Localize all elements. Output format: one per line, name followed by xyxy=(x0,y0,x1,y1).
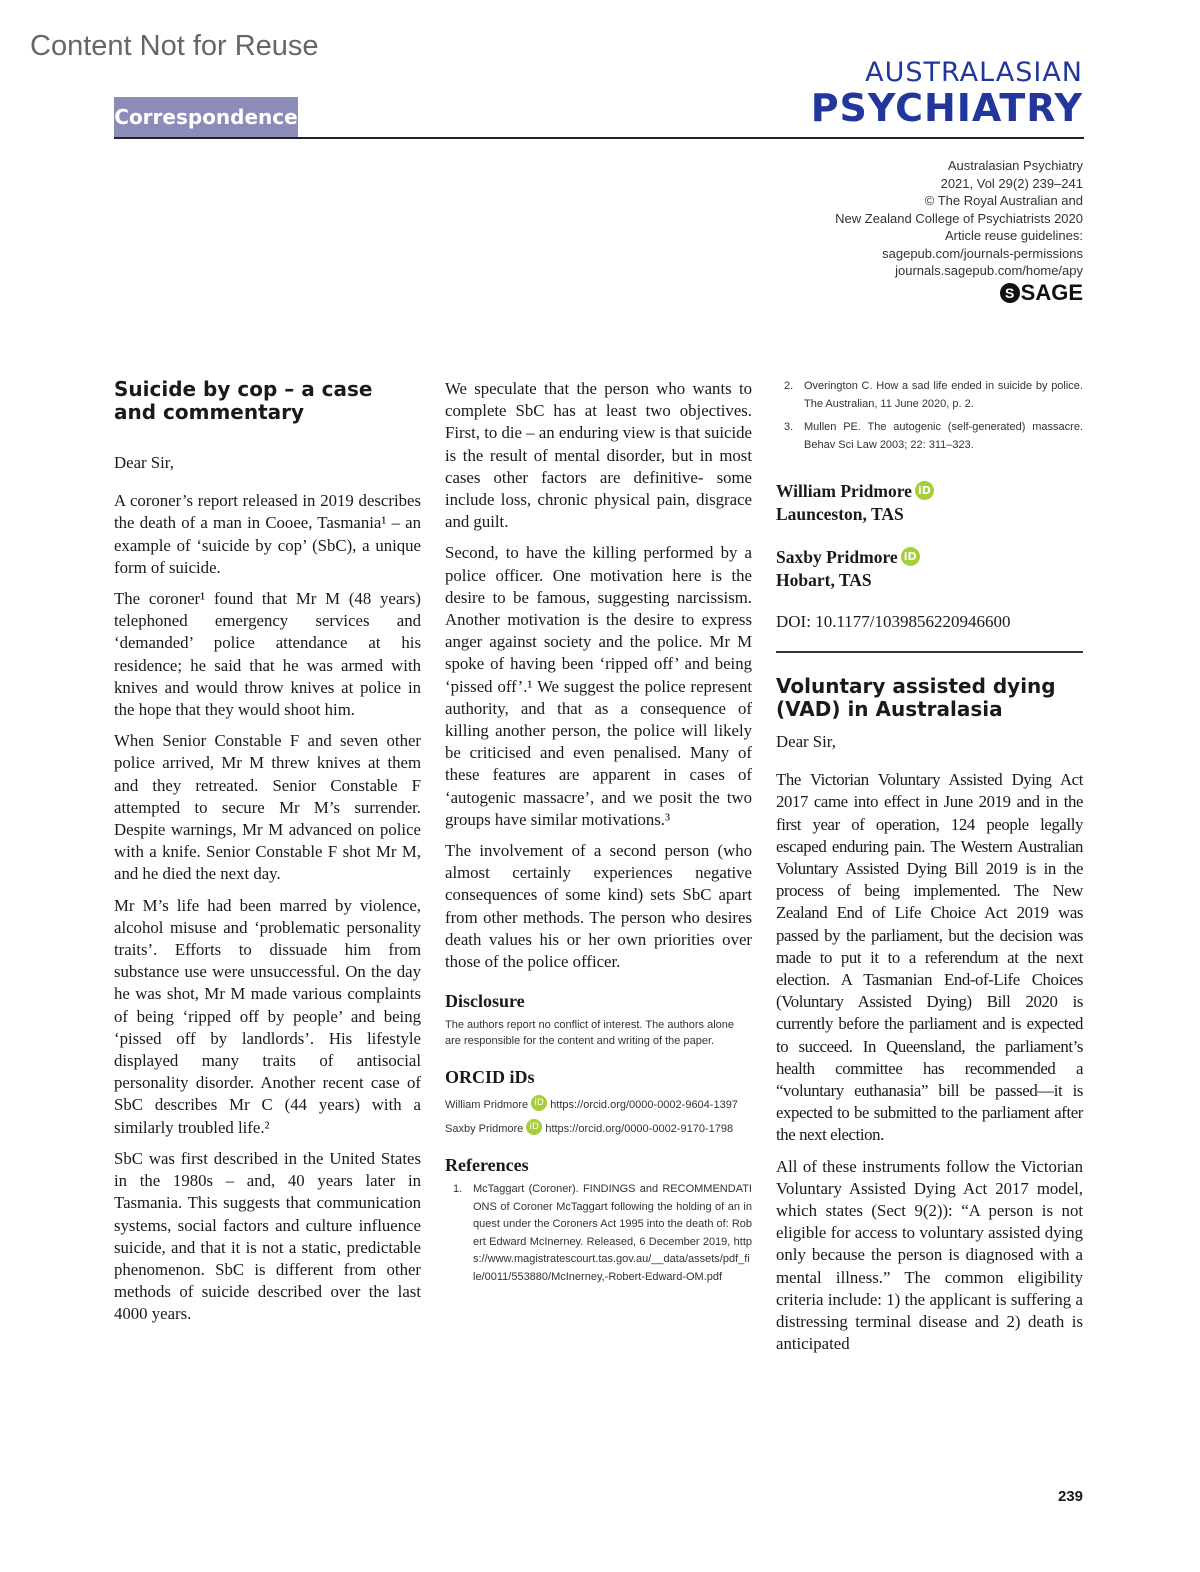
article-divider xyxy=(776,651,1083,653)
reference-number: 2. xyxy=(784,380,794,392)
author-location: Launceston, TAS xyxy=(776,504,904,524)
watermark: Content Not for Reuse xyxy=(30,30,319,62)
meta-line[interactable]: sagepub.com/journals-permissions xyxy=(882,245,1083,261)
reference-text: Overington C. How a sad life ended in suicide by police. The Australian, 11 June 2020, p. 2. xyxy=(804,380,1083,410)
column-2 xyxy=(445,378,752,1286)
orcid-entry xyxy=(445,1093,752,1117)
publisher-logo xyxy=(1000,280,1083,306)
journal-logo xyxy=(811,58,1083,128)
paragraph: We speculate that the person who wants to complete SbC has at least two objectives. First, to die – an enduring view is that suicide is the result of mental disorder, but in most cases other factors are definitive- some include loss, chronic physical pain, disgrace and guilt. xyxy=(445,379,752,532)
column-1 xyxy=(114,378,421,1335)
author-name xyxy=(776,546,1083,569)
reference-item xyxy=(776,419,1083,454)
orcid-list xyxy=(445,1093,752,1141)
orcid-icon: iD xyxy=(526,1119,542,1135)
meta-line: Australasian Psychiatry xyxy=(947,158,1083,173)
paragraph: The Victorian Voluntary Assisted Dying Act 2017 came into effect in June 2019 and in the first year of operation, 124 people legally escaped enduring pain. The Western Australian Voluntary Assisted Dying Bill 2019 is in the process of being implemented. The New Zealand End of Life Choice Act 2019 was passed by the parliament, but the decision was made to put it to a referendum at the next election. A Tasmanian End-of-Life Choices (Voluntary Assisted Dying) Bill 2020 is currently before the parliament and is expected to succeed. In Queensland, the parliament’s health committee has recommended a “voluntary euthanasia” bill be passed—it is expected to be submitted to the parliament after the next election. xyxy=(776,770,1083,1145)
journal-name-line2: PSYCHIATRY xyxy=(810,86,1083,130)
article-title: Voluntary assisted dying (VAD) in Australasia xyxy=(776,674,1056,721)
author-block xyxy=(776,546,1083,592)
author-block xyxy=(776,480,1083,526)
meta-line: New Zealand College of Psychiatrists 2020 xyxy=(835,210,1083,226)
meta-line: © The Royal Australian and xyxy=(924,193,1083,208)
author-location: Hobart, TAS xyxy=(776,570,872,590)
paragraph: Second, to have the killing performed by a police officer. One motivation here is the desire to be famous, suggesting narcissism. Another motivation is the desire to express anger against society and the police. Mr M spoke of having been ‘ripped off’ and being ‘pissed off’.¹ We suggest the police represent authority, and that as a consequence of killing another person, the police will likely be criticised and even penalised. Many of these features are apparent in cases of ‘autogenic massacre’, and we posit the two groups have similar motivations.³ xyxy=(445,543,752,829)
salutation: Dear Sir, xyxy=(776,732,836,751)
reference-number: 1. xyxy=(453,1183,463,1196)
disclosure-heading: Disclosure xyxy=(445,991,525,1012)
reference-text: Mullen PE. The autogenic (self-generated) massacre. Behav Sci Law 2003; 22: 311–323. xyxy=(804,421,1083,451)
reference-number: 3. xyxy=(784,421,794,433)
paragraph: All of these instruments follow the Victorian Voluntary Assisted Dying Act 2017 model, which states (Sect 9(2)): “A person is not eligible for access to voluntary assisted dying only because the person is diagnosed with a mental illness.” The common eligibility criteria include: 1) the applicant is suffering a distressing terminal disease and 2) death is anticipated xyxy=(776,1156,1083,1354)
paragraph: SbC was first described in the United States in the 1980s – and, 40 years later in Tasmania. This suggests that communication systems, social factors and culture influence suicide, and that it is not a static, predictable phenomenon. SbC is different from other methods of suicide described over the last 4000 years. xyxy=(114,1148,421,1324)
orcid-name: Saxby Pridmore xyxy=(445,1123,524,1136)
journal-meta xyxy=(835,157,1083,280)
paragraph: Mr M’s life had been marred by violence, alcohol misuse and ‘problematic personality traits’. Efforts to dissuade him from substance use were unsuccessful. On the day he was shot, Mr M made various complaints of being ‘ripped off by people’ and being ‘pissed off by landlords’. His lifestyle displayed many traits of antisocial personality disorder. Another recent case of SbC describes Mr C (44 years) with a similarly troubled life.² xyxy=(114,895,421,1137)
sage-icon: S xyxy=(1000,283,1020,303)
references-heading: References xyxy=(445,1155,529,1176)
meta-line[interactable]: journals.sagepub.com/home/apy xyxy=(895,263,1083,278)
disclosure-text: The authors report no conflict of interest. The authors alone are responsible for the content and writing of the paper. xyxy=(445,1019,735,1048)
salutation: Dear Sir, xyxy=(114,453,174,472)
column-3 xyxy=(776,378,1083,1364)
orcid-icon[interactable]: iD xyxy=(901,547,920,566)
orcid-link[interactable]: https://orcid.org/0000-0002-9604-1397 xyxy=(550,1099,738,1112)
reference-item xyxy=(776,378,1083,413)
page-number: 239 xyxy=(1057,1488,1083,1505)
orcid-link[interactable]: https://orcid.org/0000-0002-9170-1798 xyxy=(545,1123,734,1136)
orcid-icon: iD xyxy=(531,1095,547,1111)
orcid-heading: ORCID iDs xyxy=(445,1067,535,1088)
doi[interactable]: DOI: 10.1177/1039856220946600 xyxy=(776,612,1011,631)
paragraph: The involvement of a second person (who almost certainly experiences negative consequences of some kind) sets SbC apart from other methods. The person who desires death values his or her own priorities over those of the police officer. xyxy=(445,841,752,972)
orcid-name: William Pridmore xyxy=(445,1099,529,1112)
author-name-text: William Pridmore xyxy=(776,481,912,501)
publisher-name: SAGE xyxy=(1020,280,1083,305)
reference-text[interactable]: McTaggart (Coroner). FINDINGS and RECOMMENDATIONS of Coroner McTaggart following the holding of an inquest under the Coroners Act 1995 into the death of: Robert Edward McInerney. Released, 6 December 2019, https://www.magistratescourt.tas.gov.au/__data/assets/pdf_file/0011/553880/McInerney,-Robert-Edward-OM.pdf xyxy=(473,1183,752,1283)
orcid-icon[interactable]: iD xyxy=(915,481,934,500)
section-tag: Correspondence xyxy=(114,97,298,137)
journal-name-line1: AUSTRALASIAN xyxy=(865,57,1083,88)
meta-line: 2021, Vol 29(2) 239–241 xyxy=(940,175,1083,191)
orcid-entry xyxy=(445,1117,752,1141)
paragraph: A coroner’s report released in 2019 describes the death of a man in Cooee, Tasmania¹ – an example of ‘suicide by cop’ (SbC), a unique form of suicide. xyxy=(114,491,421,577)
meta-line: Article reuse guidelines: xyxy=(944,228,1083,243)
reference-item xyxy=(445,1181,752,1286)
article-title: Suicide by cop – a case and commentary xyxy=(114,377,373,424)
author-name xyxy=(776,480,1083,503)
header-rule xyxy=(114,137,1084,139)
paragraph: When Senior Constable F and seven other police arrived, Mr M threw knives at them and they retreated. Senior Constable F attempted to secure Mr M’s surrender. Despite warnings, Mr M advanced on police with a knife. Senior Constable F shot Mr M, and he died the next day. xyxy=(114,731,421,884)
paragraph: The coroner¹ found that Mr M (48 years) telephoned emergency services and ‘demanded’ police attendance at his residence; he said that he was armed with knives and would throw knives at police in the hope that they would shoot him. xyxy=(114,589,421,720)
author-name-text: Saxby Pridmore xyxy=(776,547,898,567)
